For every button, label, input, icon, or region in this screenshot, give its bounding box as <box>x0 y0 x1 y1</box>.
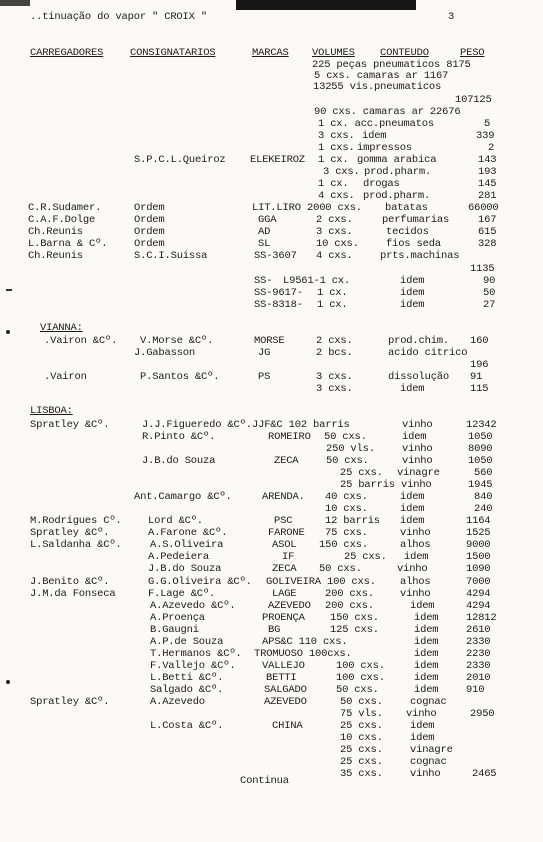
ledger-cell: 107125 <box>455 94 492 106</box>
ledger-cell: idem <box>400 299 425 311</box>
ledger-cell: A.Azevedo <box>150 696 205 708</box>
ledger-cell: idem <box>414 612 439 624</box>
ledger-cell: gomma arabica <box>357 154 437 166</box>
ledger-cell: cognac <box>410 756 447 768</box>
ledger-cell: G.G.Oliveira &Cº. <box>148 576 252 588</box>
ledger-cell: F.Lage &Cº. <box>148 588 216 600</box>
ledger-cell: 8090 <box>468 443 493 455</box>
ledger-cell: 12 barris <box>325 515 380 527</box>
page-header-title: ..tinuação do vapor " CROIX " <box>30 11 207 23</box>
ledger-cell: 4 cxs. <box>316 250 353 262</box>
ledger-cell: 240 <box>474 503 493 515</box>
ledger-cell: vinho <box>400 588 431 600</box>
ledger-cell: vinho <box>400 527 431 539</box>
ledger-cell: C.A.F.Dolge <box>28 214 96 226</box>
ledger-cell: J.M.da Fonseca <box>30 588 116 600</box>
ledger-cell: 25 cxs. <box>340 720 383 732</box>
ledger-cell: idem <box>414 636 439 648</box>
ledger-cell: M.Rodrigues Cº. <box>30 515 122 527</box>
ledger-cell: 2330 <box>466 636 491 648</box>
ledger-cell: PROENÇA <box>262 612 305 624</box>
column-header-volumes: VOLUMES <box>312 47 355 59</box>
ledger-cell: 3 cxs. <box>316 371 353 383</box>
ledger-cell: tecidos <box>386 226 429 238</box>
ledger-cell: 2230 <box>466 648 491 660</box>
ledger-cell: 193 <box>478 166 497 178</box>
ledger-cell: 40 cxs. <box>325 491 368 503</box>
ledger-cell: R.Pinto &Cº. <box>142 431 216 443</box>
ledger-cell: 4294 <box>466 588 491 600</box>
ledger-cell: 50 cxs. <box>340 696 383 708</box>
ledger-cell: idem <box>400 503 425 515</box>
ledger-cell: 3 cxs. <box>323 166 360 178</box>
ledger-cell: 115 <box>470 383 489 395</box>
ledger-cell: GGA <box>258 214 277 226</box>
page-number: 3 <box>448 11 455 23</box>
ledger-cell: impressos <box>357 142 412 154</box>
ledger-cell: 250 vls. <box>326 443 375 455</box>
scan-artifact-left <box>0 0 30 6</box>
ledger-cell: vinho <box>406 708 437 720</box>
ledger-cell: 150 cxs. <box>330 612 379 624</box>
ledger-cell: GOLIVEIRA 100 cxs. <box>266 576 376 588</box>
ledger-cell: idem <box>404 551 429 563</box>
ledger-cell: 167 <box>478 214 497 226</box>
ledger-cell: 25 cxs. <box>340 744 383 756</box>
ledger-cell: SALGADO <box>264 684 307 696</box>
ledger-cell: F.Vallejo &Cº. <box>150 660 236 672</box>
ledger-cell: vinho <box>397 563 428 575</box>
ledger-cell: fios seda <box>386 238 441 250</box>
ledger-cell: 2010 <box>466 672 491 684</box>
ledger-cell: Spratley &Cº. <box>30 527 110 539</box>
ledger-cell: J.Gabasson <box>134 347 196 359</box>
ledger-cell: 91 <box>470 371 483 383</box>
ledger-cell: drogas <box>363 178 400 190</box>
ledger-cell: Ch.Reunis <box>28 250 83 262</box>
scan-artifact-top <box>236 0 416 10</box>
ledger-cell: A.Farone &Cº. <box>148 527 228 539</box>
ledger-cell: Ordem <box>134 238 165 250</box>
ledger-cell: LIT.LIRO <box>252 202 301 214</box>
ledger-cell: idem <box>400 287 425 299</box>
ledger-cell: 25 barris vinho <box>340 479 432 491</box>
ledger-cell: 160 <box>470 335 489 347</box>
ledger-cell: idem <box>414 672 439 684</box>
ledger-cell: ROMEIRO <box>268 431 311 443</box>
ledger-cell: Ordem <box>134 226 165 238</box>
ledger-cell: idem <box>414 624 439 636</box>
ledger-cell: Ordem <box>134 202 165 214</box>
ledger-cell: 281 <box>478 190 497 202</box>
ledger-cell: 13255 vis.pneumaticos <box>313 81 442 93</box>
ledger-cell: 1090 <box>466 563 491 575</box>
ledger-cell: idem <box>410 600 435 612</box>
ledger-cell: J.B.do Souza <box>142 455 216 467</box>
ledger-cell: A.S.Oliveira <box>150 539 224 551</box>
ledger-cell: BG <box>268 624 281 636</box>
continuation-note: Continua <box>240 775 289 787</box>
ledger-cell: prod.pharm. <box>364 166 432 178</box>
ledger-cell: batatas <box>385 202 428 214</box>
ledger-cell: 10 cxs. <box>340 732 383 744</box>
ledger-cell: 150 cxs. <box>319 539 368 551</box>
punch-hole-mark <box>6 680 10 684</box>
ledger-cell: 910 <box>466 684 485 696</box>
ledger-cell: B.Gaugni <box>150 624 199 636</box>
ledger-cell: ARENDA. <box>262 491 305 503</box>
ledger-cell: VALLEJO <box>262 660 305 672</box>
ledger-cell: 1164 <box>466 515 491 527</box>
ledger-cell: Ordem <box>134 214 165 226</box>
ledger-cell: 2330 <box>466 660 491 672</box>
ledger-cell: 2610 <box>466 624 491 636</box>
ledger-cell: 1945 <box>468 479 493 491</box>
ledger-cell: 125 cxs. <box>330 624 379 636</box>
ledger-cell: ZECA <box>274 455 299 467</box>
ledger-cell: 12342 <box>466 419 497 431</box>
section-heading-vianna: VIANNA: <box>40 322 83 334</box>
ledger-cell: Salgado &Cº. <box>150 684 224 696</box>
ledger-cell: 2000 cxs. <box>307 202 362 214</box>
ledger-cell: MORSE <box>254 335 285 347</box>
ledger-cell: A.P.de Souza <box>150 636 224 648</box>
ledger-cell: L.Barna & Cº. <box>28 238 108 250</box>
ledger-cell: .Vairon <box>44 371 87 383</box>
ledger-cell: TROMUOSO 100cxs. <box>254 648 352 660</box>
ledger-cell: alhos <box>400 539 431 551</box>
ledger-cell: 1500 <box>466 551 491 563</box>
ledger-cell: cognac <box>410 696 447 708</box>
ledger-cell: IF <box>282 551 295 563</box>
ledger-cell: SL <box>258 238 271 250</box>
ledger-cell: ASOL <box>272 539 297 551</box>
ledger-cell: C.R.Sudamer. <box>28 202 102 214</box>
ledger-cell: 2 cxs. <box>316 214 353 226</box>
ledger-cell: 2950 <box>470 708 495 720</box>
ledger-cell: 25 cxs. <box>344 551 387 563</box>
ledger-cell: FARONE <box>268 527 305 539</box>
ledger-cell: idem <box>414 648 439 660</box>
ledger-cell: P.Santos &Cº. <box>140 371 220 383</box>
ledger-cell: L.Costa &Cº. <box>150 720 224 732</box>
ledger-cell: S.P.C.L.Queiroz <box>134 154 226 166</box>
ledger-cell: 1 cx. <box>318 154 349 166</box>
column-header-carregadores: CARREGADORES <box>30 47 104 59</box>
ledger-cell: idem <box>414 660 439 672</box>
ledger-cell: prod.pharm. <box>363 190 431 202</box>
ledger-cell: S.C.I.Suissa <box>134 250 208 262</box>
ledger-cell: vinho <box>402 443 433 455</box>
ledger-cell: vinho <box>410 768 441 780</box>
ledger-cell: AD <box>258 226 271 238</box>
ledger-cell: A.Azevedo &Cº. <box>150 600 236 612</box>
ledger-cell: JG <box>258 347 271 359</box>
ledger-cell: .Vairon &Cº. <box>44 335 118 347</box>
ledger-cell: ELEKEIROZ <box>250 154 305 166</box>
ledger-cell: 2 <box>488 142 495 154</box>
ledger-cell: 1 cx. acc.pneumatos <box>318 118 434 130</box>
column-header-peso: PESO <box>460 47 485 59</box>
ledger-cell: 5 <box>484 118 491 130</box>
ledger-cell: 143 <box>478 154 497 166</box>
ledger-cell: 12812 <box>466 612 497 624</box>
ledger-cell: 10 cxs. <box>325 503 368 515</box>
ledger-cell: 35 cxs. <box>340 768 383 780</box>
ledger-cell: LAGE <box>272 588 297 600</box>
ledger-cell: Ant.Camargo &Cº. <box>134 491 232 503</box>
ledger-cell: 1135 <box>470 263 495 275</box>
ledger-cell: 1525 <box>466 527 491 539</box>
ledger-cell: Ch.Reunis <box>28 226 83 238</box>
ledger-cell: 25 cxs. <box>340 756 383 768</box>
ledger-cell: 75 vls. <box>340 708 383 720</box>
ledger-cell: Spratley &Cº. <box>30 419 110 431</box>
ledger-cell: BETTI <box>266 672 297 684</box>
ledger-cell: 75 cxs. <box>325 527 368 539</box>
ledger-cell: 1 cx. <box>317 287 348 299</box>
ledger-cell: 2 bcs. <box>316 347 353 359</box>
ledger-cell: 145 <box>478 178 497 190</box>
ledger-cell: 5 cxs. camaras ar 1167 <box>314 70 449 82</box>
ledger-cell: APS&C 110 cxs. <box>262 636 348 648</box>
ledger-cell: dissolução <box>388 371 450 383</box>
ledger-cell: SS-9617- <box>254 287 303 299</box>
ledger-cell: 1050 <box>468 431 493 443</box>
ledger-cell: 840 <box>474 491 493 503</box>
ledger-cell: T.Hermanos &Cº. <box>150 648 242 660</box>
ledger-cell: 1 cx. <box>317 299 348 311</box>
ledger-cell: 25 cxs. <box>340 467 383 479</box>
ledger-cell: A.Pedeiera <box>148 551 210 563</box>
ledger-cell: L.Betti &Cº. <box>150 672 224 684</box>
ledger-cell: Lord &Cº. <box>148 515 203 527</box>
ledger-cell: 50 cxs. <box>319 563 362 575</box>
ledger-cell: idem <box>410 720 435 732</box>
ledger-cell: 200 cxs. <box>325 588 374 600</box>
ledger-cell: idem <box>400 515 425 527</box>
ledger-cell: 1 cxs. <box>318 142 355 154</box>
ledger-cell: 100 cxs. <box>336 672 385 684</box>
ledger-cell: 50 cxs. <box>336 684 379 696</box>
ledger-cell: 90 cxs. camaras ar 22676 <box>314 106 461 118</box>
ledger-cell: CHINA <box>272 720 303 732</box>
ledger-cell: 328 <box>478 238 497 250</box>
ledger-cell: idem <box>362 130 387 142</box>
column-header-conteudo: CONTEUDO <box>380 47 429 59</box>
column-header-marcas: MARCAS <box>252 47 289 59</box>
ledger-cell: AZEVEDO <box>264 696 307 708</box>
ledger-cell: idem <box>400 383 425 395</box>
ledger-cell: 615 <box>478 226 497 238</box>
ledger-cell: ZECA <box>272 563 297 575</box>
ledger-cell: PS <box>258 371 271 383</box>
ledger-cell: SS-8318- <box>254 299 303 311</box>
ledger-cell: vinagre <box>397 467 440 479</box>
ledger-cell: 7000 <box>466 576 491 588</box>
ledger-cell: perfumarias <box>382 214 450 226</box>
ledger-cell: 50 cxs. <box>324 431 367 443</box>
ledger-cell: 4294 <box>466 600 491 612</box>
ledger-cell: 50 <box>483 287 496 299</box>
margin-mark <box>6 289 12 291</box>
ledger-cell: idem <box>402 431 427 443</box>
ledger-cell: 100 cxs. <box>336 660 385 672</box>
ledger-cell: JJF&C 102 barris <box>252 419 350 431</box>
ledger-cell: 339 <box>476 130 495 142</box>
ledger-cell: L9561-1 cx. <box>283 275 351 287</box>
ledger-cell: 225 peças pneumaticos 8175 <box>312 59 471 71</box>
ledger-cell: 1 cx. <box>318 178 349 190</box>
ledger-cell: prod.chim. <box>388 335 450 347</box>
ledger-cell: idem <box>414 684 439 696</box>
ledger-cell: 3 cxs. <box>316 226 353 238</box>
ledger-cell: acido citrico <box>388 347 468 359</box>
ledger-cell: 2 cxs. <box>316 335 353 347</box>
ledger-cell: vinho <box>402 419 433 431</box>
column-header-consignatarios: CONSIGNATARIOS <box>130 47 216 59</box>
ledger-cell: 3 cxs. <box>316 383 353 395</box>
ledger-cell: 196 <box>470 359 489 371</box>
ledger-cell: 90 <box>483 275 496 287</box>
ledger-cell: 3 cxs. <box>318 130 355 142</box>
ledger-cell: L.Saldanha &Cº. <box>30 539 122 551</box>
ledger-cell: 50 cxs. <box>326 455 369 467</box>
ledger-cell: Spratley &Cº. <box>30 696 110 708</box>
ledger-cell: J.J.Figueredo &Cº. <box>142 419 252 431</box>
ledger-cell: AZEVEDO <box>268 600 311 612</box>
ledger-cell: 10 cxs. <box>316 238 359 250</box>
section-heading-lisboa: LISBOA: <box>30 405 73 417</box>
ledger-cell: 27 <box>483 299 496 311</box>
ledger-cell: J.Benito &Cº. <box>30 576 110 588</box>
ledger-cell: 200 cxs. <box>325 600 374 612</box>
ledger-cell: idem <box>400 275 425 287</box>
ledger-cell: 560 <box>474 467 493 479</box>
ledger-cell: 1050 <box>468 455 493 467</box>
ledger-cell: vinho <box>402 455 433 467</box>
ledger-cell: 66000 <box>468 202 499 214</box>
ledger-cell: A.Proença <box>150 612 205 624</box>
ledger-cell: 2465 <box>472 768 497 780</box>
punch-hole-mark <box>6 330 10 334</box>
ledger-cell: vinagre <box>410 744 453 756</box>
ledger-cell: idem <box>410 732 435 744</box>
ledger-cell: SS-3607 <box>254 250 297 262</box>
ledger-cell: V.Morse &Cº. <box>140 335 214 347</box>
ledger-cell: SS- <box>254 275 273 287</box>
ledger-cell: PSC <box>274 515 293 527</box>
ledger-cell: J.B.do Souza <box>148 563 222 575</box>
ledger-cell: alhos <box>400 576 431 588</box>
ledger-cell: prts.machinas <box>380 250 460 262</box>
ledger-cell: 4 cxs. <box>318 190 355 202</box>
ledger-cell: idem <box>400 491 425 503</box>
ledger-cell: 9000 <box>466 539 491 551</box>
